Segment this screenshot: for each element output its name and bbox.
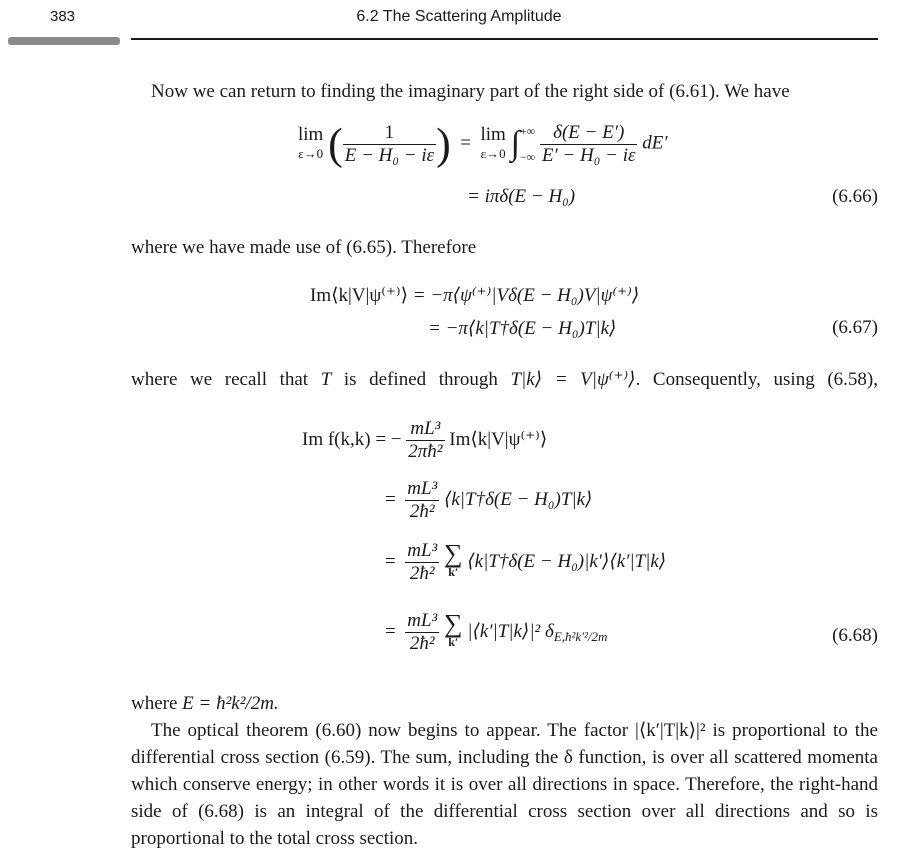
equation-6-66-line1: lim ε→0 ( $\frac{1}{\text{E − H₀ − iε}}$ ) = lim ε→0 ∫ +∞ −∞ $\frac{\delta(E - E')}{\text{E′ − H₀ − iε}}$ dE′ — [298, 119, 668, 169]
equation-6-68-line3: = $\frac{\text{mL³}}{\text{2ħ²}}$ ∑ k′ ⟨k|T†δ(E − H₀)|k′⟩⟨k′|T|k⟩ — [385, 538, 667, 584]
fraction-mL3-2hbar2-c: $\frac{\text{mL³}}{\text{2ħ²}}$ — [407, 610, 438, 654]
equation-6-68-line4: = $\frac{\text{mL³}}{\text{2ħ²}}$ ∑ k′ |⟨k′|T|k⟩|² $\delta_{E,ħ^2k'^2/2m}$ — [385, 608, 608, 654]
equation-6-68-line2: = $\frac{\text{mL³}}{\text{2ħ²}}$ ⟨k|T†δ(E − H₀)T|k⟩ — [385, 478, 593, 522]
equation-6-67-line2: = −π⟨k|T†δ(E − H₀)T|k⟩ — [428, 318, 617, 339]
paragraph-where-E: where E = ħ²k²/2m. — [131, 693, 279, 714]
paragraph-intro: Now we can return to finding the imaginary part of the right side of (6.61). We have — [151, 81, 790, 102]
limit-operator: lim ε→0 — [298, 124, 324, 161]
equation-number-6-68: (6.68) — [832, 625, 878, 646]
running-title: 6.2 The Scattering Amplitude — [356, 8, 562, 25]
equation-6-67-line1: Im⟨k|V|ψ⁽⁺⁾⟩ = −π⟨ψ⁽⁺⁾|Vδ(E − H₀)V|ψ⁽⁺⁾⟩ — [310, 285, 640, 306]
page-number: 383 — [50, 8, 76, 25]
limit-operator-2: lim ε→0 — [480, 124, 506, 161]
paragraph-recall: where we recall that T is defined through T|k⟩ = V|ψ⁽⁺⁾⟩. Consequently, using (6.58), — [131, 369, 878, 390]
summation-k-prime: ∑ k′ — [443, 538, 463, 579]
equation-number-6-67: (6.67) — [832, 317, 878, 338]
fraction-mL3-2pi-hbar2: $\frac{\text{mL³}}{\text{2πħ²}}$ — [408, 418, 443, 463]
summation-k-prime-2: ∑ k′ — [443, 608, 463, 649]
header-rule — [131, 38, 878, 40]
fraction-mL3-2hbar2: $\frac{\text{mL³}}{\text{2ħ²}}$ — [407, 478, 438, 522]
equation-number-6-66: (6.66) — [832, 186, 878, 207]
equation-6-68-line1: Im f(k,k) = − $\frac{\text{mL³}}{\text{2πħ²}}$ Im⟨k|V|ψ⁽⁺⁾⟩ — [302, 418, 548, 463]
fraction-mL3-2hbar2-b: $\frac{\text{mL³}}{\text{2ħ²}}$ — [407, 540, 438, 584]
paragraph-made-use: where we have made use of (6.65). Therefore — [131, 237, 477, 258]
paragraph-optical-theorem: The optical theorem (6.60) now begins to appear. The factor |⟨k′|T|k⟩|² is proportional to the differential cross section (6.59). The sum, including the δ function, is over all scattered momenta which conserve energy; in other words it is over all directions in space. Therefore, the right-hand side of (6.68) is an integral of the differential cross section over all directions and so is proportional to the total cross section. — [131, 720, 878, 849]
fraction-integrand: $\frac{\delta(E - E')}{\text{E′ − H₀ − iε}}$ — [541, 121, 636, 166]
integral-limits: +∞ −∞ — [519, 124, 536, 164]
header-bar — [8, 37, 120, 45]
fraction-resolvent: $\frac{1}{\text{E − H₀ − iε}}$ — [344, 121, 435, 166]
equation-6-66-line2: = iπδ(E − H₀) — [467, 186, 576, 207]
